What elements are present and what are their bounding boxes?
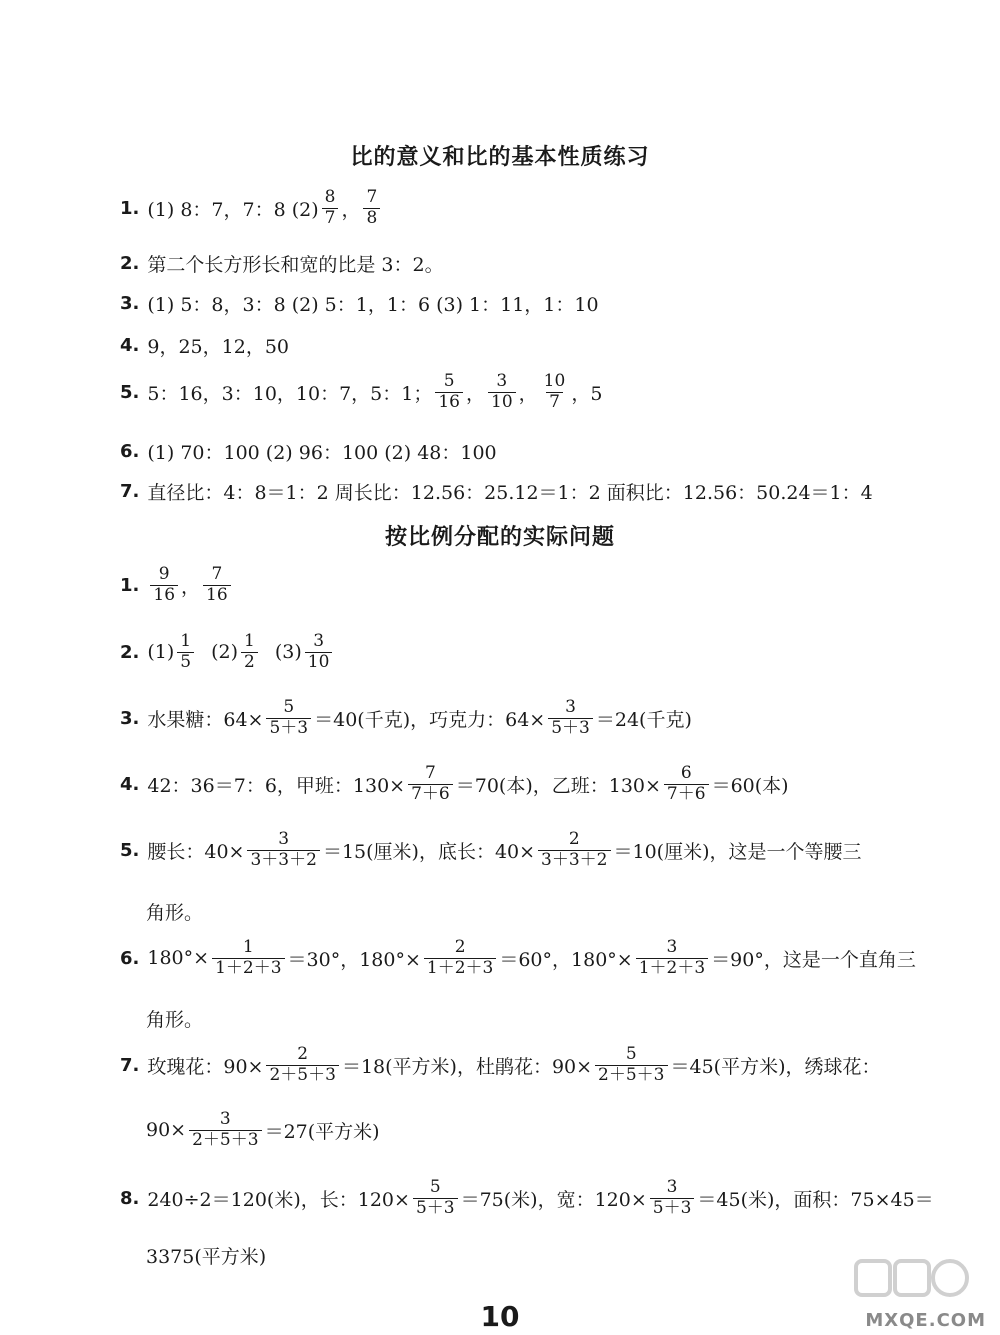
- answer-text: 240÷2＝120(米)，长：120×: [147, 1188, 410, 1211]
- denominator: 1＋2＋3: [636, 958, 708, 979]
- numerator: 10: [543, 371, 566, 391]
- numerator: 3: [666, 1177, 678, 1197]
- numerator: 7: [211, 564, 223, 584]
- numerator: 3: [219, 1109, 231, 1129]
- question-number: 6.: [120, 947, 140, 969]
- fraction: [266, 1045, 338, 1085]
- answer-line: [120, 438, 920, 465]
- answer-text: ＝90°，这是一个直角三: [711, 948, 916, 971]
- answer-line: [120, 290, 920, 317]
- answer-line: [120, 188, 920, 228]
- fraction: [247, 830, 319, 870]
- fraction: [664, 764, 709, 804]
- numerator: 2: [568, 829, 580, 849]
- fraction: [548, 698, 593, 738]
- answer-line-continued: [146, 1110, 920, 1150]
- answer-line: [120, 632, 920, 672]
- denominator: 7＋6: [408, 784, 453, 805]
- fraction: [150, 565, 178, 605]
- separator: ，: [466, 382, 486, 405]
- answer-text: (3): [274, 641, 302, 664]
- answer-text: (1) 5：8，3：8 (2) 5：1，1：6 (3) 1：11，1：10: [147, 294, 599, 316]
- answer-text: 腰长：40×: [147, 840, 245, 863]
- denominator: 8: [363, 208, 380, 229]
- numerator: 5: [283, 697, 295, 717]
- numerator: 2: [454, 937, 466, 957]
- question-number: 4.: [120, 335, 140, 356]
- answer-line: [120, 372, 920, 412]
- answer-text: 角形。: [146, 902, 204, 924]
- denominator: 2＋5＋3: [189, 1130, 261, 1151]
- numerator: 3: [666, 937, 678, 957]
- answer-line: [120, 830, 920, 870]
- answer-line: [120, 698, 920, 738]
- answer-text: 5：16，3：10，10：7，5：1；: [147, 382, 433, 405]
- numerator: 1: [180, 631, 192, 651]
- fraction: [189, 1110, 261, 1150]
- numerator: 1: [242, 937, 254, 957]
- answer-text: 9，25，12，50: [147, 336, 289, 358]
- numerator: 8: [324, 187, 336, 207]
- fraction: [488, 372, 516, 412]
- question-number: 7.: [120, 481, 140, 502]
- denominator: 7: [322, 208, 339, 229]
- answer-line: [120, 250, 920, 277]
- answer-text: 第二个长方形长和宽的比是 3：2。: [147, 254, 444, 276]
- numerator: 3: [313, 631, 325, 651]
- denominator: 7＋6: [664, 784, 709, 805]
- fraction: [636, 938, 708, 978]
- answer-text: ＝75(米)，宽：120×: [460, 1188, 647, 1211]
- answer-text: ＝45(米)，面积：75×45＝: [697, 1188, 934, 1211]
- fraction: [203, 565, 231, 605]
- answer-text: 角形。: [146, 1009, 204, 1031]
- fraction: [408, 764, 453, 804]
- denominator: 2＋5＋3: [595, 1065, 667, 1086]
- section-title-proportional-distribution: 按比例分配的实际问题: [384, 525, 615, 550]
- separator: ，: [518, 382, 538, 405]
- question-number: 1.: [120, 574, 140, 596]
- numerator: 7: [425, 763, 436, 783]
- fraction: [538, 830, 610, 870]
- numerator: 9: [158, 564, 170, 584]
- answer-text: (1) 70：100 (2) 96：100 (2) 48：100: [147, 442, 497, 464]
- answer-text: 水果糖：64×: [147, 708, 264, 731]
- fraction: [435, 372, 463, 412]
- numerator: 6: [680, 763, 692, 783]
- denominator: 5＋3: [548, 718, 593, 739]
- fraction: [177, 632, 194, 672]
- numerator: 5: [429, 1177, 441, 1197]
- question-number: 7.: [120, 1054, 140, 1076]
- numerator: 3: [278, 829, 290, 849]
- question-number: 2.: [120, 253, 140, 274]
- denominator: 16: [435, 392, 463, 413]
- separator: ，: [341, 198, 361, 221]
- answer-text: ＝15(厘米)，底长：40×: [322, 840, 536, 863]
- numerator: 3: [565, 697, 576, 717]
- denominator: 7: [546, 392, 563, 413]
- answer-text: ＝24(千克): [595, 708, 692, 731]
- answer-text: ，5: [571, 382, 603, 405]
- denominator: 3＋3＋2: [538, 850, 610, 871]
- watermark-text: MXQE.COM: [865, 1310, 986, 1331]
- answer-line: [120, 1177, 934, 1218]
- answer-text: ＝18(平方米)，杜鹃花：90×: [341, 1055, 593, 1078]
- denominator: 5＋3: [266, 718, 311, 739]
- numerator: 3: [496, 371, 508, 391]
- answer-text: 3375(平方米): [146, 1246, 267, 1268]
- question-number: 3.: [120, 293, 140, 314]
- answer-line-continued: [146, 1005, 920, 1032]
- question-number: 1.: [120, 197, 140, 219]
- denominator: 1＋2＋3: [212, 958, 284, 979]
- answer-text: 90×: [146, 1119, 187, 1142]
- denominator: 16: [150, 585, 178, 606]
- page-number: 10: [480, 1300, 520, 1333]
- denominator: 16: [203, 585, 231, 606]
- answer-line: [120, 478, 920, 505]
- question-number: 3.: [120, 707, 140, 729]
- fraction: [241, 632, 258, 672]
- denominator: 2: [241, 652, 258, 673]
- section-title-ratio-meaning: 比的意义和比的基本性质练习: [350, 145, 650, 170]
- numerator: 5: [443, 371, 455, 391]
- answer-line: [120, 938, 920, 978]
- question-number: 5.: [120, 381, 140, 403]
- answer-text: ＝70(本)，乙班：130×: [455, 774, 661, 797]
- answer-line: [120, 764, 920, 804]
- denominator: 5: [177, 652, 194, 673]
- answer-line: [120, 1045, 920, 1085]
- answer-text: 直径比：4：8＝1：2 周长比：12.56：25.12＝1：2 面积比：12.56：50.24＝1：4: [147, 482, 873, 504]
- answer-text: ＝45(平方米)，绣球花：: [670, 1055, 881, 1078]
- fraction: [212, 938, 284, 978]
- answer-text: ＝30°，180°×: [287, 948, 421, 971]
- fraction: [305, 632, 333, 672]
- denominator: 5＋3: [650, 1198, 695, 1219]
- fraction: [266, 698, 311, 738]
- answer-line-continued: [146, 898, 920, 925]
- question-number: 6.: [120, 441, 140, 462]
- answer-text: 42：36＝7：6，甲班：130×: [147, 774, 406, 797]
- fraction: [595, 1045, 667, 1085]
- denominator: 2＋5＋3: [266, 1065, 338, 1086]
- answer-text: (1) 8：7，7：8 (2): [147, 198, 319, 221]
- answer-line-continued: [146, 1242, 920, 1269]
- denominator: 3＋3＋2: [247, 850, 319, 871]
- numerator: 2: [297, 1044, 309, 1064]
- question-number: 8.: [120, 1187, 140, 1209]
- fraction: [650, 1178, 695, 1218]
- denominator: 10: [305, 652, 333, 673]
- denominator: 1＋2＋3: [424, 958, 496, 979]
- denominator: 5＋3: [413, 1198, 458, 1219]
- fraction: [424, 938, 496, 978]
- answer-text: ＝10(厘米)，这是一个等腰三: [613, 840, 862, 863]
- answer-line: [120, 332, 920, 359]
- denominator: 10: [488, 392, 516, 413]
- answer-line: [120, 565, 920, 605]
- fraction: [363, 188, 380, 228]
- fraction: [322, 188, 339, 228]
- question-number: 5.: [120, 839, 140, 861]
- answer-text: 180°×: [147, 947, 210, 970]
- answer-text: ＝27(平方米): [264, 1120, 380, 1143]
- numerator: 5: [625, 1044, 637, 1064]
- question-number: 4.: [120, 773, 140, 795]
- question-number: 2.: [120, 641, 140, 663]
- fraction: [541, 372, 569, 412]
- numerator: 1: [244, 631, 255, 651]
- answer-text: ＝60(本): [711, 774, 789, 797]
- answer-text: ＝60°，180°×: [499, 948, 633, 971]
- answer-text: (2): [211, 641, 239, 664]
- answer-text: (1): [147, 641, 175, 664]
- answer-text: ＝40(千克)，巧克力：64×: [314, 708, 546, 731]
- numerator: 7: [366, 187, 378, 207]
- answer-text: 玫瑰花：90×: [147, 1055, 264, 1078]
- separator: ，: [181, 575, 201, 598]
- fraction: [413, 1178, 458, 1218]
